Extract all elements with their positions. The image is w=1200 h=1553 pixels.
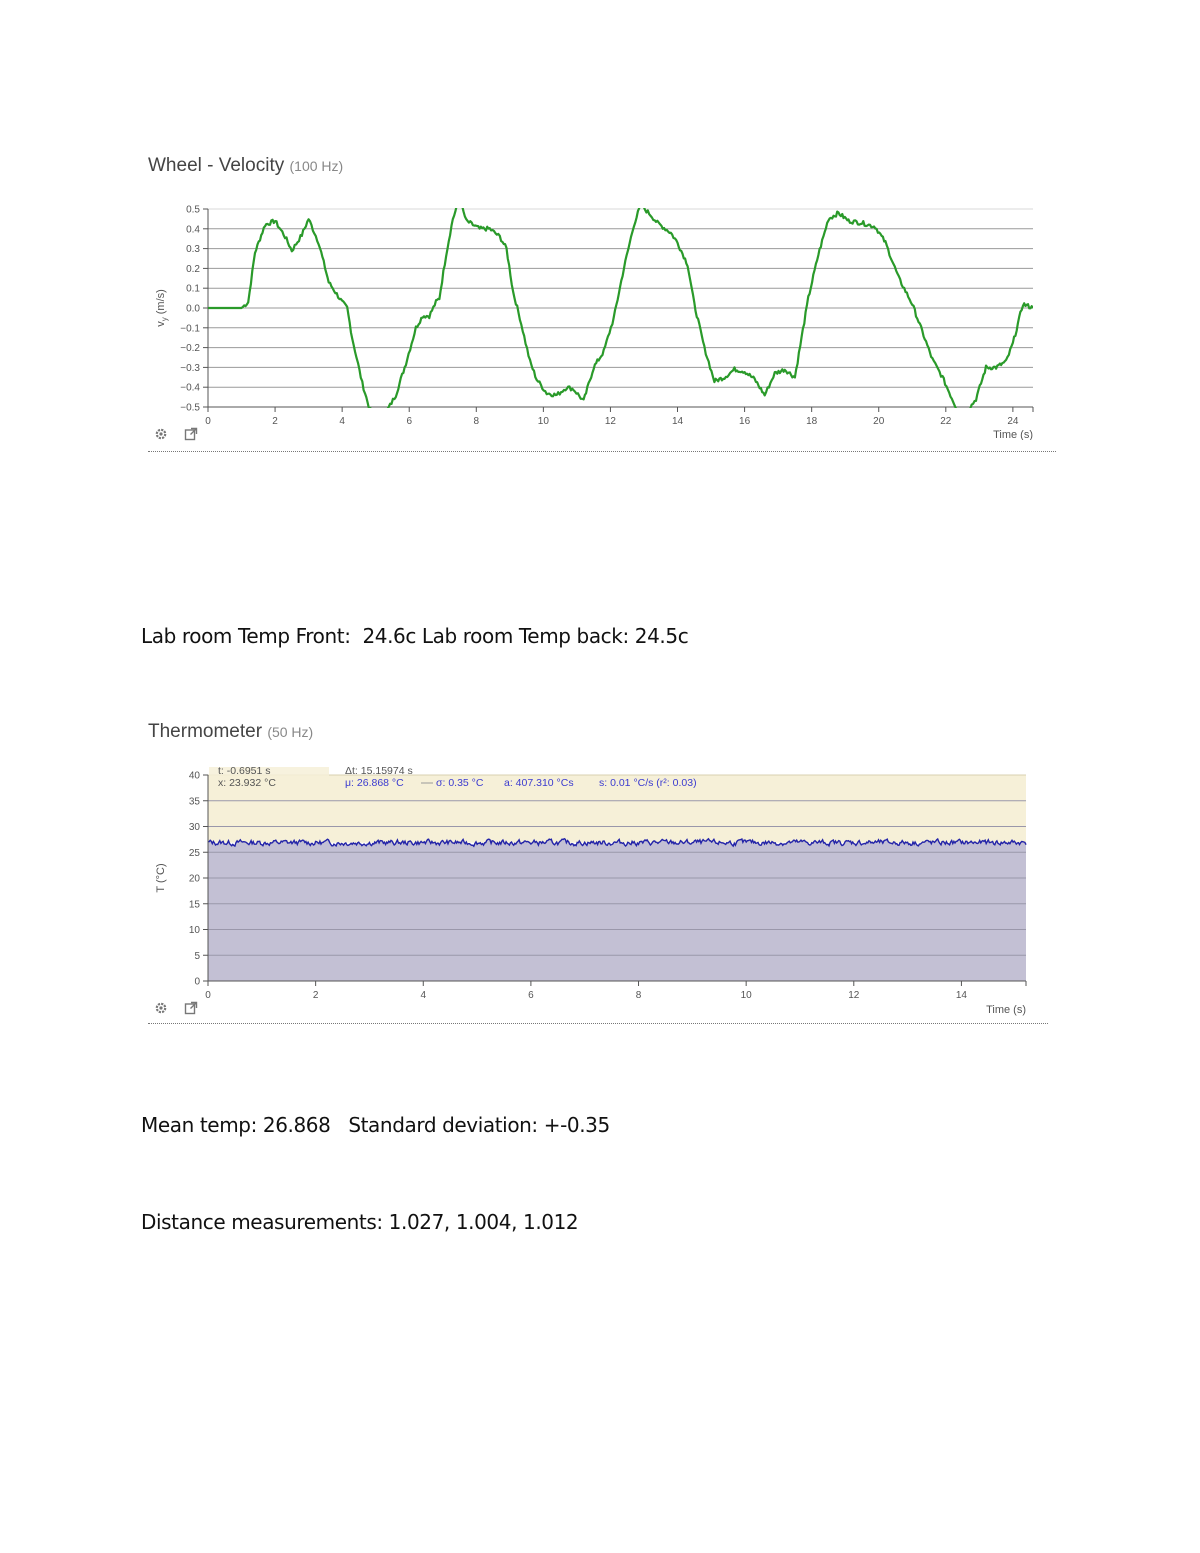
y-tick-label: 0.0 — [186, 303, 200, 315]
x-tick-label: 6 — [406, 416, 413, 427]
x-tick-label: 12 — [848, 990, 860, 1001]
y-axis-label — [155, 289, 169, 327]
x-tick-label: 14 — [955, 990, 967, 1001]
x-tick-label: 10 — [740, 990, 752, 1001]
x-tick-label: 18 — [806, 416, 818, 427]
x-tick-label: 12 — [604, 416, 617, 427]
y-tick-label: 20 — [188, 873, 200, 885]
thermometer-chart-tools — [154, 1001, 210, 1018]
x-tick-label: 16 — [739, 416, 751, 427]
thermometer-chart-rate: (50 Hz) — [267, 724, 314, 740]
y-tick-label: −0.4 — [180, 382, 200, 394]
velocity-chart-title-text: Wheel - Velocity — [148, 155, 285, 176]
thermometer-chart-block — [148, 721, 1058, 1031]
x-tick-label: 8 — [635, 990, 642, 1001]
x-tick-label: 20 — [873, 416, 885, 427]
y-tick-label: −0.1 — [180, 323, 200, 335]
x-tick-label: 14 — [671, 416, 684, 427]
y-tick-label: 25 — [188, 847, 200, 859]
thermometer-chart-title — [148, 721, 313, 743]
velocity-chart-tools — [154, 427, 210, 444]
thermometer-chart-title-text: Thermometer — [148, 721, 263, 742]
y-tick-label: 35 — [188, 796, 200, 808]
thermometer-chart-separator — [148, 1023, 1048, 1024]
y-tick-label: 30 — [188, 822, 200, 833]
y-tick-label: 0.4 — [186, 224, 200, 236]
x-tick-label: 6 — [528, 990, 534, 1001]
readout-dt: Δt: 15.15974 s — [345, 765, 413, 777]
external-link-icon[interactable] — [184, 1001, 200, 1017]
x-axis-label: Time (s) — [986, 1004, 1026, 1016]
x-tick-label: 24 — [1007, 416, 1019, 427]
y-axis-label-unit: (m/s) — [155, 289, 167, 318]
readout-t: t: -0.6951 s — [218, 765, 271, 777]
x-tick-label: 0 — [205, 416, 211, 427]
gear-icon[interactable] — [154, 427, 170, 443]
y-tick-label: 0 — [194, 976, 200, 988]
external-link-icon[interactable] — [184, 427, 200, 443]
x-tick-label: 10 — [537, 416, 549, 427]
distance-note: Distance measurements: 1.027, 1.004, 1.012 — [141, 1210, 579, 1234]
x-tick-label: 0 — [205, 990, 211, 1001]
y-tick-label: 0.3 — [186, 244, 200, 256]
velocity-chart-rate: (100 Hz) — [289, 158, 344, 174]
y-tick-label: −0.3 — [180, 362, 200, 374]
velocity-chart-block — [148, 155, 1058, 455]
y-tick-label: 0.2 — [186, 263, 200, 275]
x-tick-label: 2 — [312, 990, 319, 1001]
readout-sigma: σ: 0.35 °C — [436, 777, 484, 789]
y-tick-label: 5 — [194, 950, 200, 962]
y-tick-label: −0.5 — [180, 402, 200, 414]
temperature-area-fill — [208, 839, 1026, 981]
x-axis-label: Time (s) — [993, 429, 1033, 440]
gear-icon[interactable] — [154, 1001, 170, 1017]
lab-temp-note: Lab room Temp Front: 24.6c Lab room Temp back: 24.5c — [141, 624, 689, 648]
x-tick-label: 2 — [272, 416, 278, 427]
velocity-series-line — [208, 199, 1033, 423]
readout-mu: μ: 26.868 °C — [345, 777, 404, 789]
y-axis-label-sub: y — [160, 317, 169, 322]
x-tick-label: 22 — [940, 416, 952, 427]
x-tick-label: 8 — [473, 416, 480, 427]
readout-slope: s: 0.01 °C/s (r²: 0.03) — [599, 777, 697, 789]
mean-std-note: Mean temp: 26.868 Standard deviation: +-0.35 — [141, 1113, 610, 1137]
y-axis-label-main: v — [155, 321, 167, 327]
y-tick-label: −0.2 — [180, 343, 200, 355]
y-tick-label: 40 — [188, 770, 200, 782]
velocity-chart-separator — [148, 451, 1056, 452]
velocity-chart[interactable] — [148, 195, 1048, 440]
thermometer-chart[interactable] — [148, 759, 1048, 1021]
y-axis-label: T (°C) — [155, 863, 167, 893]
readout-area: a: 407.310 °Cs — [504, 777, 574, 789]
y-tick-label: 15 — [188, 899, 200, 911]
y-tick-label: 0.5 — [186, 204, 200, 216]
velocity-chart-title — [148, 155, 343, 177]
x-tick-label: 4 — [339, 416, 345, 427]
y-tick-label: 10 — [188, 925, 200, 936]
readout-x: x: 23.932 °C — [218, 777, 276, 789]
y-tick-label: 0.1 — [186, 283, 200, 295]
x-tick-label: 4 — [420, 990, 427, 1001]
